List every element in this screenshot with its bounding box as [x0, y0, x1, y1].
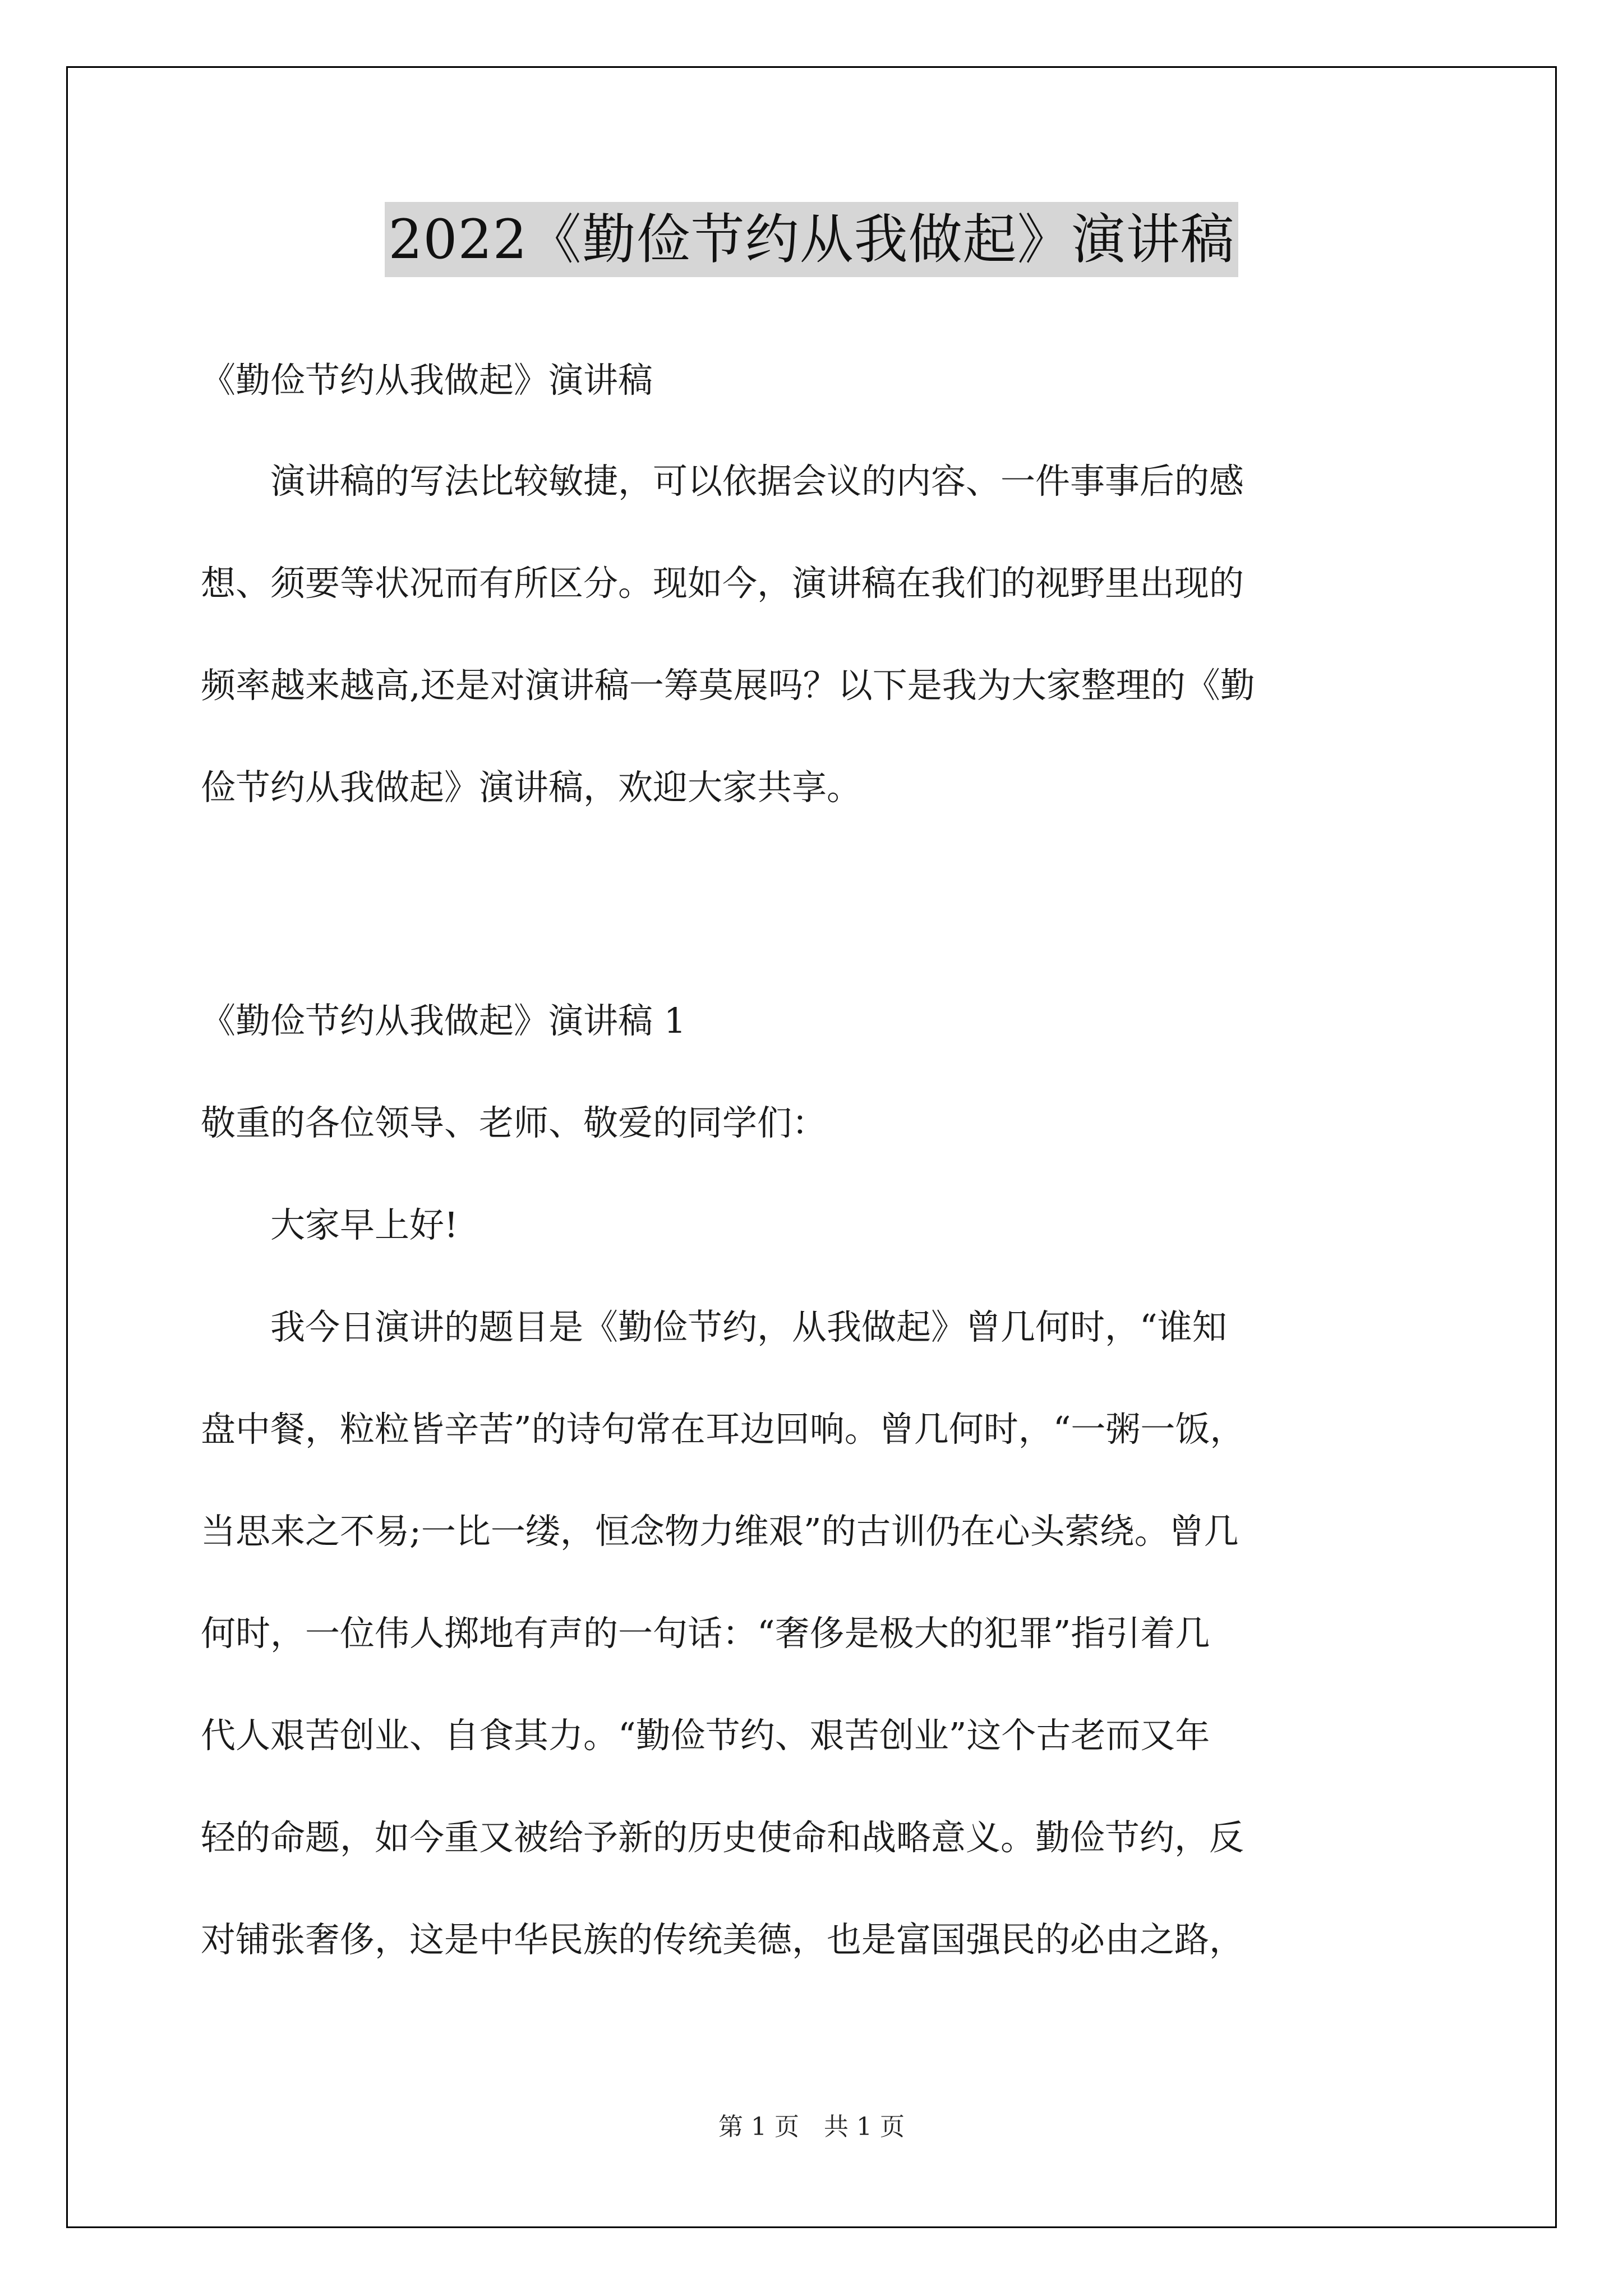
- page-footer: 第 1 页 共 1 页: [718, 2113, 905, 2141]
- intro-line-2: 想、须要等状况而有所区分。现如今，演讲稿在我们的视野里出现的: [201, 563, 1244, 604]
- intro-line-4: 俭节约从我做起》演讲稿，欢迎大家共享。: [201, 767, 862, 808]
- body-line-5: 代人艰苦创业、自食其力。“勤俭节约、艰苦创业”这个古老而又年: [201, 1715, 1210, 1756]
- greeting: 大家早上好!: [201, 1204, 458, 1245]
- body-line-1: 我今日演讲的题目是《勤俭节约，从我做起》曾几何时，“谁知: [201, 1306, 1227, 1347]
- document-title: 2022《勤俭节约从我做起》演讲稿: [385, 202, 1238, 277]
- section-heading: 《勤俭节约从我做起》演讲稿 1: [201, 1000, 686, 1041]
- title-container: [0, 202, 1623, 277]
- body-line-4: 何时，一位伟人掷地有声的一句话：“奢侈是极大的犯罪”指引着几: [201, 1613, 1210, 1654]
- body-line-6: 轻的命题，如今重又被给予新的历史使命和战略意义。勤俭节约，反: [201, 1817, 1244, 1858]
- body-line-3: 当思来之不易;一比一缕，恒念物力维艰”的古训仍在心头萦绕。曾几: [201, 1511, 1239, 1552]
- intro-line-3: 频率越来越高,还是对演讲稿一筹莫展吗？以下是我为大家整理的《勤: [201, 665, 1255, 706]
- salutation: 敬重的各位领导、老师、敬爱的同学们：: [201, 1102, 827, 1143]
- body-line-7: 对铺张奢侈，这是中华民族的传统美德，也是富国强民的必由之路，: [201, 1919, 1244, 1960]
- subtitle: 《勤俭节约从我做起》演讲稿: [201, 360, 653, 401]
- body-line-2: 盘中餐，粒粒皆辛苦”的诗句常在耳边回响。曾几何时，“一粥一饭，: [201, 1409, 1245, 1450]
- intro-line-1: 演讲稿的写法比较敏捷，可以依据会议的内容、一件事事后的感: [201, 461, 1244, 501]
